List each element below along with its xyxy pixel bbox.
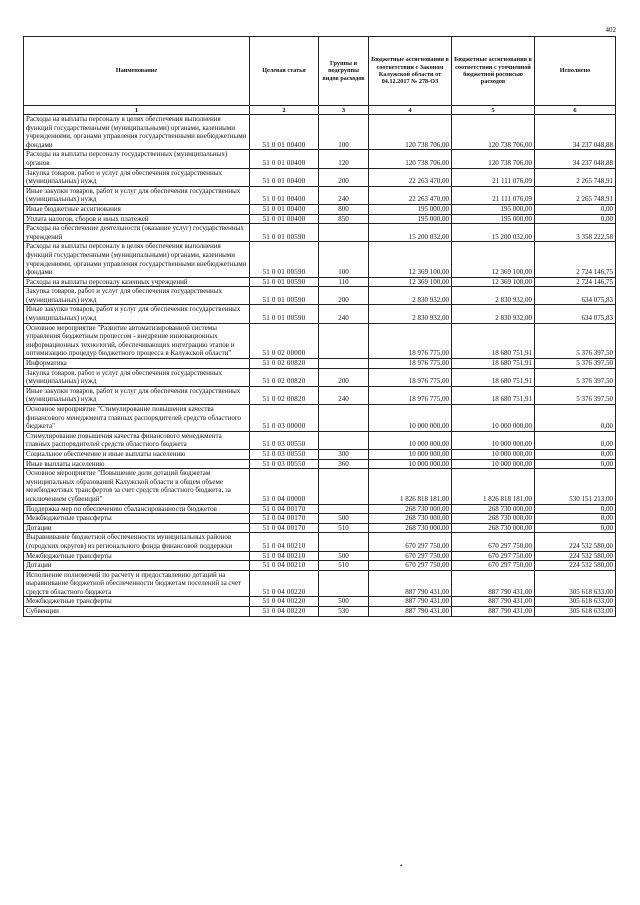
row-revised-amount: 1 826 818 181,00 [452,469,535,504]
row-name: Дотации [24,561,250,571]
table-row [24,607,616,617]
row-revised-amount: 18 680 751,91 [452,359,535,369]
row-name: Основное мероприятие "Стимулирование повышения качества финансового менеджмента главных распорядителей средств областного бюджета" [24,405,250,432]
table-row [24,561,616,571]
row-expense-group: 530 [319,607,369,617]
row-revised-amount: 10 000 000,00 [452,405,535,432]
row-target-article: 51 0 04 00210 [250,551,319,561]
row-name: Расходы на обеспечение деятельности (оказание услуг) государственных учреждений [24,224,250,242]
row-expense-group: 120 [319,150,369,168]
row-expense-group [319,570,369,597]
table-row [24,242,616,277]
row-revised-amount: 12 369 100,00 [452,242,535,277]
row-target-article: 51 0 02 00820 [250,368,319,386]
row-executed-amount: 0,00 [535,405,616,432]
row-revised-amount: 268 730 000,00 [452,523,535,533]
row-name: Поддержка мер по обеспечению сбалансированности бюджетов [24,504,250,514]
row-executed-amount: 0,00 [535,214,616,224]
row-target-article: 51 0 01 00590 [250,242,319,277]
row-target-article: 51 0 01 00400 [250,204,319,214]
row-executed-amount: 5 376 397,50 [535,323,616,358]
column-number: 6 [535,106,616,115]
table-row [24,115,616,150]
row-revised-amount: 195 000,00 [452,204,535,214]
row-name: Иные закупки товаров, работ и услуг для обеспечения государственных (муниципальных) нужд [24,186,250,204]
row-name: Межбюджетные трансферты [24,551,250,561]
table-row [24,204,616,214]
column-number: 3 [319,106,369,115]
row-law-amount: 10 000 000,00 [369,431,452,449]
row-revised-amount: 18 680 751,91 [452,323,535,358]
row-expense-group: 850 [319,214,369,224]
row-expense-group [319,405,369,432]
row-target-article: 51 0 01 00400 [250,168,319,186]
row-target-article: 51 0 03 00550 [250,459,319,469]
row-revised-amount: 670 297 750,00 [452,551,535,561]
header-target-article: Целевая статья [250,37,319,106]
row-target-article: 51 0 04 00220 [250,607,319,617]
row-executed-amount: 5 376 397,50 [535,386,616,404]
table-row [24,514,616,524]
row-law-amount: 670 297 750,00 [369,533,452,551]
row-target-article: 51 0 04 00220 [250,597,319,607]
row-revised-amount: 120 738 706,00 [452,150,535,168]
row-revised-amount: 887 790 431,00 [452,597,535,607]
row-target-article: 51 0 01 00590 [250,287,319,305]
row-law-amount: 22 263 470,00 [369,186,452,204]
header-executed: Исполнено [535,37,616,106]
row-revised-amount: 195 000,00 [452,214,535,224]
table-row [24,570,616,597]
row-expense-group: 200 [319,287,369,305]
row-executed-amount: 224 532 580,00 [535,561,616,571]
row-law-amount: 268 730 000,00 [369,523,452,533]
row-revised-amount: 21 111 076,09 [452,186,535,204]
row-law-amount: 18 976 775,00 [369,359,452,369]
row-law-amount: 18 976 775,00 [369,386,452,404]
table-row [24,224,616,242]
row-expense-group [319,533,369,551]
row-expense-group [319,359,369,369]
row-target-article: 51 0 03 00000 [250,405,319,432]
row-revised-amount: 268 730 000,00 [452,504,535,514]
row-target-article: 51 0 03 00550 [250,449,319,459]
row-expense-group [319,504,369,514]
row-revised-amount: 10 000 000,00 [452,449,535,459]
row-name: Стимулирование повышения качества финансового менеджмента главных распорядителей средств областного бюджета [24,431,250,449]
row-expense-group: 110 [319,277,369,287]
row-name: Иные закупки товаров, работ и услуг для обеспечения государственных (муниципальных) нужд [24,305,250,323]
table-row [24,277,616,287]
row-executed-amount: 5 376 397,50 [535,368,616,386]
table-row [24,523,616,533]
row-revised-amount: 2 830 932,00 [452,305,535,323]
row-revised-amount: 18 680 751,91 [452,368,535,386]
row-name: Иные бюджетные ассигнования [24,204,250,214]
row-executed-amount: 2 724 146,75 [535,242,616,277]
row-target-article: 51 0 04 00220 [250,570,319,597]
column-number: 2 [250,106,319,115]
row-executed-amount: 224 532 580,00 [535,551,616,561]
header-revised-allocations: Бюджетные ассигнования в соответствии с уточненной бюджетной росписью расходов [452,37,535,106]
row-name: Закупка товаров, работ и услуг для обеспечения государственных (муниципальных) нужд [24,287,250,305]
row-expense-group [319,431,369,449]
row-law-amount: 120 738 706,00 [369,115,452,150]
row-law-amount: 18 976 775,00 [369,323,452,358]
table-row [24,449,616,459]
table-row [24,386,616,404]
row-name: Исполнение полномочий по расчету и предоставлению дотаций на выравнивание бюджетной обеспеченности бюджетам поселений за счет средств областного бюджета [24,570,250,597]
row-executed-amount: 2 265 748,91 [535,168,616,186]
row-revised-amount: 12 369 100,00 [452,277,535,287]
row-name: Информатика [24,359,250,369]
row-law-amount: 15 200 032,00 [369,224,452,242]
row-expense-group: 200 [319,368,369,386]
table-row [24,504,616,514]
row-target-article: 51 0 04 00210 [250,533,319,551]
row-law-amount: 195 000,00 [369,204,452,214]
table-row [24,150,616,168]
row-target-article: 51 0 02 00820 [250,386,319,404]
row-target-article: 51 0 01 00590 [250,305,319,323]
row-law-amount: 10 000 000,00 [369,459,452,469]
row-target-article: 51 0 01 00400 [250,150,319,168]
row-expense-group: 240 [319,386,369,404]
row-expense-group: 500 [319,551,369,561]
row-revised-amount: 10 000 000,00 [452,459,535,469]
row-target-article: 51 0 04 00170 [250,504,319,514]
row-target-article: 51 0 04 00170 [250,523,319,533]
row-target-article: 51 0 01 00400 [250,214,319,224]
row-executed-amount: 0,00 [535,514,616,524]
table-row [24,323,616,358]
table-row [24,459,616,469]
row-executed-amount: 305 618 633,00 [535,607,616,617]
row-name: Социальное обеспечение и иные выплаты населению [24,449,250,459]
row-expense-group: 510 [319,523,369,533]
row-executed-amount: 0,00 [535,504,616,514]
row-name: Выравнивание бюджетной обеспеченности муниципальных районов (городских округов) из регионального фонда финансовой поддержки [24,533,250,551]
row-target-article: 51 0 04 00170 [250,514,319,524]
row-target-article: 51 0 02 00820 [250,359,319,369]
row-name: Основное мероприятие "Повышение доли дотаций бюджетам муниципальных образований Калужской области в общем объеме межбюджетных трансфертов за счет средств областного бюджета, за исключением субвенций" [24,469,250,504]
row-executed-amount: 224 532 580,00 [535,533,616,551]
row-executed-amount: 634 075,83 [535,305,616,323]
table-row [24,168,616,186]
row-executed-amount: 305 618 633,00 [535,570,616,597]
row-revised-amount: 18 680 751,91 [452,386,535,404]
row-law-amount: 12 369 100,00 [369,277,452,287]
table-body [24,115,616,617]
table-row [24,551,616,561]
row-expense-group: 240 [319,305,369,323]
row-revised-amount: 670 297 750,00 [452,561,535,571]
table-row [24,533,616,551]
row-name: Закупка товаров, работ и услуг для обеспечения государственных (муниципальных) нужд [24,168,250,186]
column-number: 5 [452,106,535,115]
row-revised-amount: 887 790 431,00 [452,607,535,617]
row-name: Расходы на выплаты персоналу в целях обеспечения выполнения функций государственными (муниципальными) органами, казенными учреждениями, органами управления государственными внебюджетными фондами [24,242,250,277]
row-target-article: 51 0 04 00210 [250,561,319,571]
table-row [24,186,616,204]
row-target-article: 51 0 04 00000 [250,469,319,504]
row-revised-amount: 887 790 431,00 [452,570,535,597]
row-law-amount: 887 790 431,00 [369,597,452,607]
row-executed-amount: 0,00 [535,204,616,214]
table-row [24,359,616,369]
row-law-amount: 12 369 100,00 [369,242,452,277]
row-expense-group: 100 [319,115,369,150]
row-executed-amount: 0,00 [535,523,616,533]
row-expense-group: 500 [319,514,369,524]
row-name: Основное мероприятие "Развитие автоматизированной системы управления бюджетным процессом - внедрение инновационных информационных технологий, обеспечивающих интеграцию этапов и оптимизацию процедур бюджетного процесса в Калужской области" [24,323,250,358]
table-row [24,214,616,224]
row-name: Межбюджетные трансферты [24,597,250,607]
row-revised-amount: 15 200 032,00 [452,224,535,242]
column-number-row [24,106,616,115]
row-name: Расходы на выплаты персоналу казенных учреждений [24,277,250,287]
row-law-amount: 887 790 431,00 [369,607,452,617]
table-row [24,368,616,386]
header-expense-group: Группы и подгруппы видов расходов [319,37,369,106]
row-law-amount: 670 297 750,00 [369,561,452,571]
row-executed-amount: 5 376 397,50 [535,359,616,369]
row-target-article: 51 0 02 00000 [250,323,319,358]
row-expense-group: 200 [319,168,369,186]
header-name: Наименование [24,37,250,106]
row-revised-amount: 21 111 076,09 [452,168,535,186]
row-law-amount: 268 730 000,00 [369,514,452,524]
column-number: 4 [369,106,452,115]
row-name: Расходы на выплаты персоналу государственных (муниципальных) органов [24,150,250,168]
header-row [24,37,616,106]
row-law-amount: 2 830 932,00 [369,305,452,323]
row-executed-amount: 530 151 213,00 [535,469,616,504]
row-revised-amount: 268 730 000,00 [452,514,535,524]
row-revised-amount: 670 297 750,00 [452,533,535,551]
row-name: Дотации [24,523,250,533]
row-executed-amount: 2 724 146,75 [535,277,616,287]
row-executed-amount: 34 237 048,88 [535,115,616,150]
budget-table [23,36,616,617]
row-expense-group: 300 [319,449,369,459]
row-expense-group: 510 [319,561,369,571]
row-law-amount: 670 297 750,00 [369,551,452,561]
table-row [24,305,616,323]
row-expense-group: 800 [319,204,369,214]
row-law-amount: 10 000 000,00 [369,405,452,432]
row-name: Расходы на выплаты персоналу в целях обеспечения выполнения функций государственными (муниципальными) органами, казенными учреждениями, органами управления государственными внебюджетными фондами [24,115,250,150]
row-name: Субвенции [24,607,250,617]
table-row [24,597,616,607]
row-target-article: 51 0 03 00550 [250,431,319,449]
row-executed-amount: 634 075,83 [535,287,616,305]
row-name: Уплата налогов, сборов и иных платежей [24,214,250,224]
row-law-amount: 887 790 431,00 [369,570,452,597]
row-law-amount: 1 826 818 181,00 [369,469,452,504]
row-law-amount: 120 738 706,00 [369,150,452,168]
row-law-amount: 268 730 000,00 [369,504,452,514]
row-name: Иные закупки товаров, работ и услуг для обеспечения государственных (муниципальных) нужд [24,386,250,404]
row-executed-amount: 3 358 222,58 [535,224,616,242]
table-row [24,287,616,305]
table-row [24,405,616,432]
row-law-amount: 18 976 775,00 [369,368,452,386]
row-name: Межбюджетные трансферты [24,514,250,524]
row-executed-amount: 34 237 048,88 [535,150,616,168]
row-expense-group [319,323,369,358]
row-law-amount: 2 830 932,00 [369,287,452,305]
row-expense-group [319,469,369,504]
row-target-article: 51 0 01 00400 [250,186,319,204]
row-name: Иные выплаты населению [24,459,250,469]
row-executed-amount: 0,00 [535,431,616,449]
row-law-amount: 195 000,00 [369,214,452,224]
row-revised-amount: 120 738 706,00 [452,115,535,150]
row-executed-amount: 0,00 [535,449,616,459]
row-revised-amount: 10 000 000,00 [452,431,535,449]
page-number: 402 [605,26,616,34]
column-number: 1 [24,106,250,115]
row-target-article: 51 0 01 00400 [250,115,319,150]
row-expense-group: 360 [319,459,369,469]
row-name: Закупка товаров, работ и услуг для обеспечения государственных (муниципальных) нужд [24,368,250,386]
row-target-article: 51 0 01 00590 [250,277,319,287]
row-expense-group: 100 [319,242,369,277]
row-executed-amount: 2 265 748,91 [535,186,616,204]
header-law-allocations: Бюджетные ассигнования в соответствии с Законом Калужской области от 04.12.2017 № 278-ОЗ [369,37,452,106]
row-law-amount: 22 263 470,00 [369,168,452,186]
row-law-amount: 10 000 000,00 [369,449,452,459]
row-executed-amount: 305 618 633,00 [535,597,616,607]
table-row [24,431,616,449]
row-revised-amount: 2 830 932,00 [452,287,535,305]
row-expense-group [319,224,369,242]
row-expense-group: 500 [319,597,369,607]
table-row [24,469,616,504]
row-executed-amount: 0,00 [535,459,616,469]
row-expense-group: 240 [319,186,369,204]
row-target-article: 51 0 01 00590 [250,224,319,242]
footer-mark: • [400,862,403,870]
